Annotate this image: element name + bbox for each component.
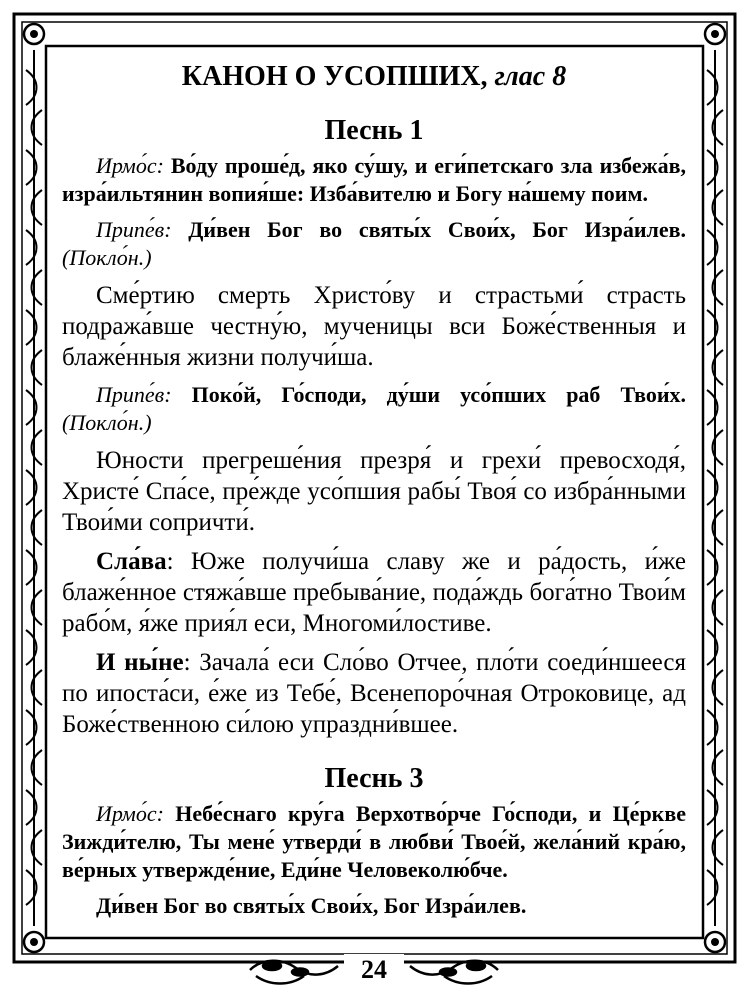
canon-title — [62, 60, 686, 94]
bottom-flourish-right — [410, 961, 498, 984]
song-1-now — [62, 647, 686, 740]
corner-ornament-bottom-right — [705, 932, 725, 952]
song-1-refrain-1 — [62, 216, 686, 272]
song-1-heading: Песнь 1 — [324, 115, 424, 146]
song-1-refrain-2 — [62, 381, 686, 437]
refrain-text: Поко́й, Го́споди, ду́ши усо́пших раб Твои́х. — [191, 382, 687, 407]
song-1-troparion-2: Юности прегреше́ния презря́ и грехи́ превосходя́, Христе́ Спа́се, пре́жде усо́пшия рабы́ Твоя́ со избра́нными Твои́ми сопричти́. — [62, 447, 686, 536]
song-1-irmos — [62, 152, 686, 208]
glory-text: : Юже получи́ша славу же и ра́дость, и́же блаже́нное стяжа́вше пребыва́ние, пода́ждь бога́тно Твои́м рабо́м, я́же прия́л еси, Многоми́лостиве. — [62, 548, 686, 637]
refrain-label: Припе́в: — [96, 382, 172, 407]
corner-ornament-top-right — [705, 24, 725, 44]
song-3-irmos — [62, 800, 686, 884]
canon-title-text: КАНОН О УСОПШИХ, — [181, 61, 488, 92]
corner-ornament-bottom-left — [24, 932, 44, 952]
irmos-text: Небе́снаго кру́га Верхотво́рче Го́споди, и Це́ркве Зижди́телю, Ты мене́ утверди́ в любви́ Твое́й, жела́ний кра́ю, ве́рных утвержде́ние, Еди́не Человеколю́бче. — [62, 801, 687, 882]
now-text: : Зачала́ еси Сло́во Отчее, пло́ти соеди́ншееся по ипоста́си, е́же из Тебе́, Всенепоро́чная Отроковице, ад Боже́ственною си́лою упраздни́вшее. — [62, 649, 687, 738]
refrain-note: (Покло́н.) — [62, 245, 152, 270]
page-content — [62, 60, 686, 940]
song-1-troparion-1: Сме́ртию смерть Христо́ву и страстьми́ страсть подража́вше честну́ю, мученицы вси Боже́ственныя и блаже́нныя жизни получи́ша. — [62, 282, 686, 371]
song-3-heading: Песнь 3 — [324, 763, 424, 794]
corner-ornament-top-left — [24, 24, 44, 44]
song-1-glory — [62, 546, 686, 639]
refrain-note: (Покло́н.) — [62, 410, 152, 435]
right-laurel-vine — [707, 50, 723, 926]
irmos-text: Во́ду проше́д, яко су́шу, и еги́петскаго зла избежа́в, изра́ильтянин вопия́ше: Изба́вителю и Богу на́шему поим. — [62, 153, 686, 206]
refrain-label: Припе́в: — [96, 217, 172, 242]
bottom-flourish-left — [250, 961, 338, 984]
page-number: 24 — [344, 954, 404, 986]
song-3-refrain: Ди́вен Бог во святы́х Свои́х, Бог Изра́илев. — [96, 893, 527, 918]
canon-tone: глас 8 — [494, 61, 567, 92]
irmos-label: Ирмо́с: — [96, 801, 164, 826]
refrain-text: Ди́вен Бог во святы́х Свои́х, Бог Изра́илев. — [188, 217, 686, 242]
left-laurel-vine — [26, 50, 42, 926]
now-label: И ны́не — [96, 649, 184, 676]
glory-label: Сла́ва — [96, 548, 167, 575]
irmos-label: Ирмо́с: — [96, 153, 164, 178]
